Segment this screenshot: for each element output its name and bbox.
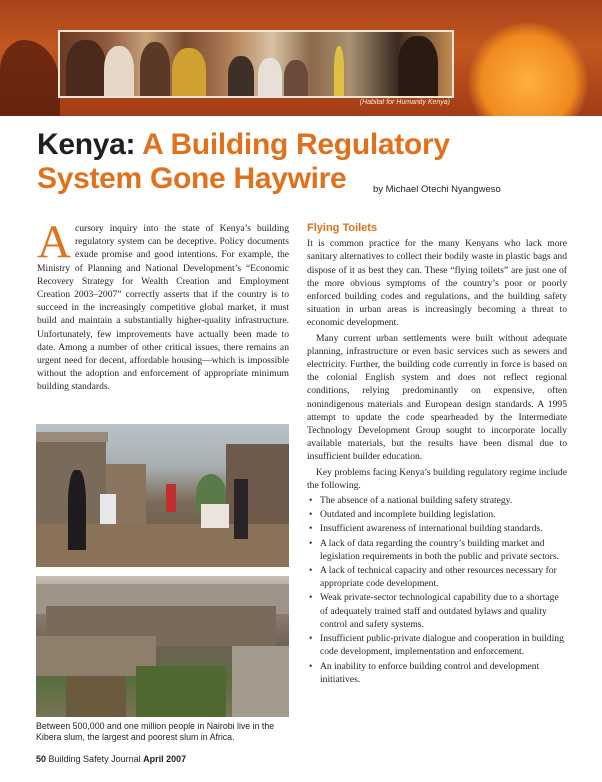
photo-caption: Between 500,000 and one million people in Nairobi live in the Kibera slum, the largest and poorest slum in Africa. (36, 721, 275, 742)
intro-paragraph (37, 216, 289, 394)
kibera-slum-photo (36, 576, 289, 717)
list-item: • Weak private-sector technological capability due to a shortage of adequately trained staff and outdated bylaws and quality control and safety systems. (309, 592, 559, 630)
banner-photo-strip (58, 30, 454, 98)
list-item: • A lack of technical capacity and other resources necessary for appropriate code development. (309, 565, 557, 590)
title-country: Kenya: (37, 128, 143, 161)
elephant-silhouette (0, 40, 60, 116)
intro-text: cursory inquiry into the state of Kenya’s building regulatory system can be deceptive. Policy documents exude promise and good intentions. For example, the Ministry of Planning and National Development’s “Economic Recovery Strategy for Wealth Creation and Employment Creation 2003–2007” correctly asserts that if the country is to succeed in the increasingly competitive global market, it must build and maintain a substantially higher-quality infrastructure. Unfortunately, few improvements have actually been made to date. Among a number of other critical issues, there remains an urgent need for decent, affordable housing—which is impossible without the adoption and enforcement of appropriate minimum building standards. (37, 223, 289, 393)
intro-column (37, 216, 289, 394)
street-photo (36, 424, 289, 567)
sunset-graphic (468, 22, 588, 116)
page-number: 50 (36, 754, 47, 764)
page-footer (36, 754, 186, 764)
section-heading: Flying Toilets (307, 222, 378, 234)
list-item: • Insufficient awareness of international building standards. (309, 523, 543, 535)
paragraph-3: Key problems facing Kenya’s building regulatory regime include the following. (307, 466, 567, 491)
list-item: • Outdated and incomplete building legislation. (309, 509, 496, 521)
journal-name: Building Safety Journal (48, 754, 141, 764)
issue-date: April 2007 (143, 754, 187, 764)
list-item: • A lack of data regarding the country’s building market and legislation requirements in both the public and private sectors. (309, 537, 559, 562)
photo-credit: (Habitat for Humanity Kenya) (359, 99, 450, 106)
list-item: • Insufficient public-private dialogue and cooperation in building code development, implementation and enforcement. (309, 633, 564, 658)
title-line2: System Gone Haywire (37, 162, 347, 195)
byline: by Michael Otechi Nyangweso (373, 184, 501, 195)
list-item: • An inability to enforce building control and development initiatives. (309, 660, 540, 685)
drop-cap: A (37, 216, 71, 268)
right-column (307, 222, 567, 687)
header-banner (0, 0, 602, 116)
list-item: • The absence of a national building safety strategy. (309, 495, 513, 507)
paragraph-1: It is common practice for the many Kenyans who lack more sanitary alternatives to collect their bodily waste in plastic bags and dispose of it as best they can. These “flying toilets” are just one of the more obvious symptoms of the country’s poor or poorly enforced building codes and regulations, and the building safety situation in urban areas is increasingly becoming a threat to economic development. (307, 238, 567, 329)
title-line1: A Building Regulatory (142, 128, 450, 161)
problem-list (307, 494, 567, 686)
paragraph-2: Many current urban settlements were built without adequate planning, infrastructure or even basic services such as sewers and electricity. Further, the building code currently in force is based on the colonial English system and does not reflect regional conditions, relying predominantly on expensive, often nonindigenous materials and European design standards. A 1995 attempt to update the code spearheaded by the Intermediate Technology Development Group sought to incorporate locally available materials, but the results have been dismal due to insufficient builder education. (307, 332, 567, 463)
